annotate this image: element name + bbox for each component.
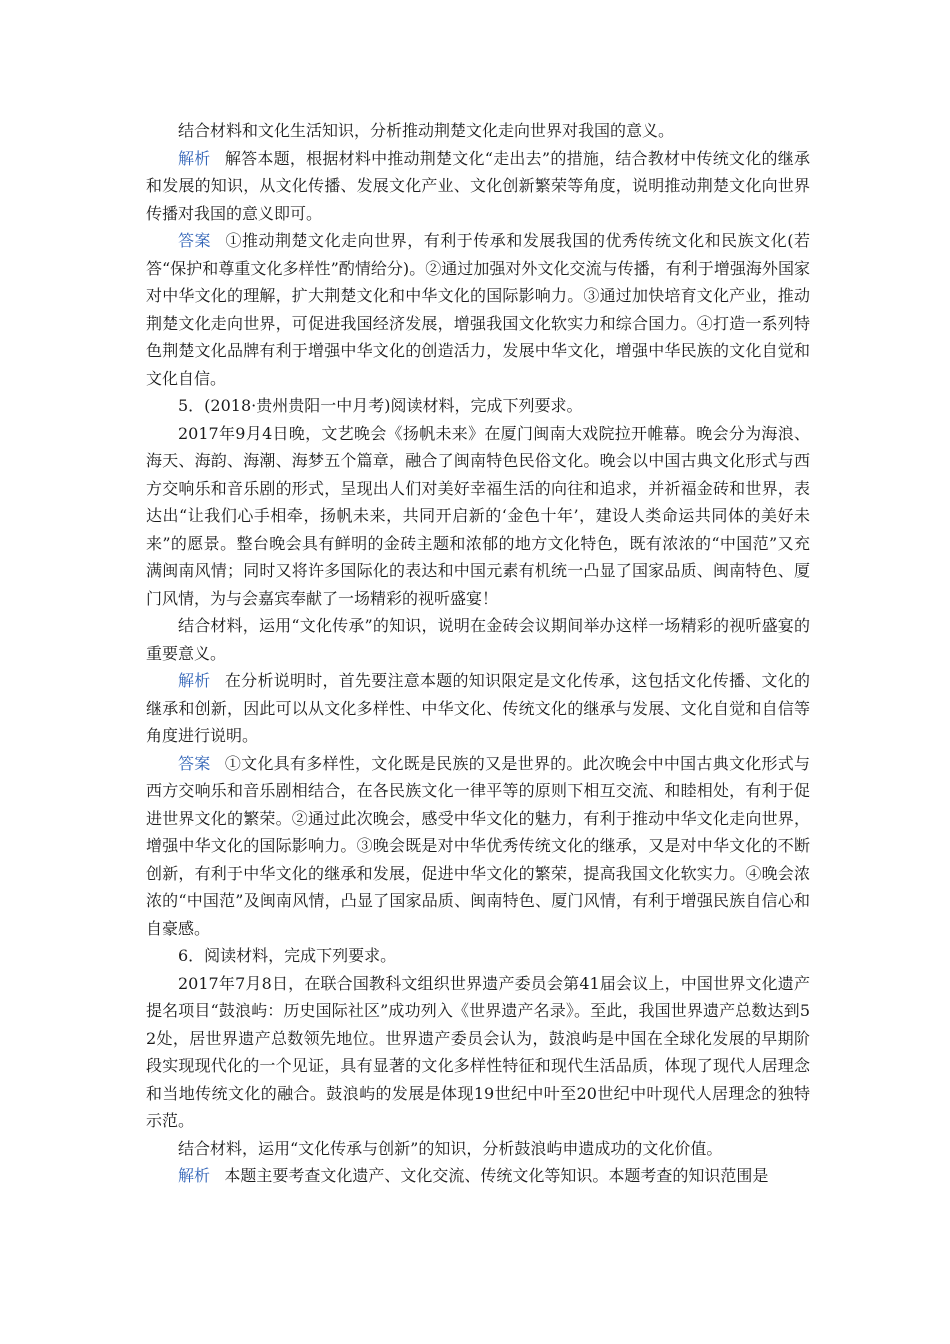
paragraph-text: 解答本题，根据材料中推动荆楚文化“走出去”的措施，结合教材中传统文化的继承和发展的知识，从文化传播、发展文化产业、文化创新繁荣等角度，说明推动荆楚文化向世界传播对我国的意义即可。: [146, 148, 810, 223]
analysis-tag: 解析: [178, 671, 211, 690]
question-prompt: [146, 117, 810, 145]
paragraph-text: ①文化具有多样性，文化既是民族的又是世界的。此次晚会中中国古典文化形式与西方交响乐和音乐剧相结合，在各民族文化一律平等的原则下相互交流、和睦相处，有利于促进世界文化的繁荣。②通过此次晚会，感受中华文化的魅力，有利于推动中华文化走向世界，增强中华文化的国际影响力。③晚会既是对中华优秀传统文化的继承，又是对中华文化的不断创新，有利于中华文化的继承和发展，促进中华文化的繁荣，提高我国文化软实力。④晚会浓浓的“中国范”及闽南风情，凸显了国家品质、闽南特色、厦门风情，有利于增强民族自信心和自豪感。: [146, 753, 810, 938]
material-paragraph: [146, 970, 810, 1135]
answer-tag: 答案: [178, 753, 211, 773]
paragraph-text: 2017年7月8日，在联合国教科文组织世界遗产委员会第41届会议上，中国世界文化遗产提名项目“鼓浪屿：历史国际社区”成功列入《世界遗产名录》。至此，我国世界遗产总数达到52处，居世界遗产总数领先地位。世界遗产委员会认为，鼓浪屿是中国在全球化发展的早期阶段实现现代化的一个见证，具有显著的文化多样性特征和现代生活品质，体现了现代人居理念和当地传统文化的融合。鼓浪屿的发展是体现19世纪中叶至20世纪中叶现代人居理念的独特示范。: [146, 973, 810, 1130]
paragraph-text: ①推动荆楚文化走向世界，有利于传承和发展我国的优秀传统文化和民族文化(若答“保护和尊重文化多样性”酌情给分)。②通过加强对外文化交流与传播，有利于增强海外国家对中华文化的理解，扩大荆楚文化和中华文化的国际影响力。③通过加快培育文化产业，推动荆楚文化走向世界，可促进我国经济发展，增强我国文化软实力和综合国力。④打造一系列特色荆楚文化品牌有利于增强中华文化的创造活力，发展中华文化，增强中华民族的文化自觉和文化自信。: [146, 231, 810, 388]
paragraph-text: 在分析说明时，首先要注意本题的知识限定是文化传承，这包括文化传播、文化的继承和创新，因此可以从文化多样性、中华文化、传统文化的继承与发展、文化自觉和自信等角度进行说明。: [146, 671, 810, 745]
document-page: [146, 117, 810, 1190]
analysis-tag: 解析: [178, 1166, 211, 1185]
question-prompt: [146, 612, 810, 667]
question-prompt: [146, 1135, 810, 1163]
analysis-paragraph: [146, 1162, 810, 1190]
question-heading: [146, 942, 810, 970]
paragraph-text: 5．(2018·贵州贵阳一中月考)阅读材料，完成下列要求。: [178, 396, 583, 415]
question-heading: [146, 392, 810, 420]
analysis-tag: 解析: [178, 148, 211, 168]
paragraph-text: 本题主要考查文化遗产、文化交流、传统文化等知识。本题考查的知识范围是: [224, 1166, 769, 1185]
answer-tag: 答案: [178, 231, 212, 250]
answer-paragraph: [146, 227, 810, 392]
answer-paragraph: [146, 750, 810, 943]
paragraph-text: 2017年9月4日晚，文艺晚会《扬帆未来》在厦门闽南大戏院拉开帷幕。晚会分为海浪、海天、海韵、海潮、海梦五个篇章，融合了闽南特色民俗文化。晚会以中国古典文化形式与西方交响乐和音乐剧的形式，呈现出人们对美好幸福生活的向往和追求，并祈福金砖和世界，表达出“让我们心手相牵，扬帆未来，共同开启新的‘金色十年’，建设人类命运共同体的美好未来”的愿景。整台晚会具有鲜明的金砖主题和浓郁的地方文化特色，既有浓浓的“中国范”又充满闽南风情；同时又将许多国际化的表达和中国元素有机统一凸显了国家品质、闽南特色、厦门风情，为与会嘉宾奉献了一场精彩的视听盛宴！: [146, 423, 810, 608]
material-paragraph: [146, 420, 810, 613]
paragraph-text: 结合材料，运用“文化传承与创新”的知识，分析鼓浪屿申遗成功的文化价值。: [178, 1138, 723, 1158]
analysis-paragraph: [146, 145, 810, 228]
paragraph-text: 结合材料，运用“文化传承”的知识，说明在金砖会议期间举办这样一场精彩的视听盛宴的重要意义。: [146, 616, 810, 663]
paragraph-text: 6．阅读材料，完成下列要求。: [178, 946, 397, 965]
analysis-paragraph: [146, 667, 810, 750]
paragraph-text: 结合材料和文化生活知识，分析推动荆楚文化走向世界对我国的意义。: [178, 121, 675, 140]
